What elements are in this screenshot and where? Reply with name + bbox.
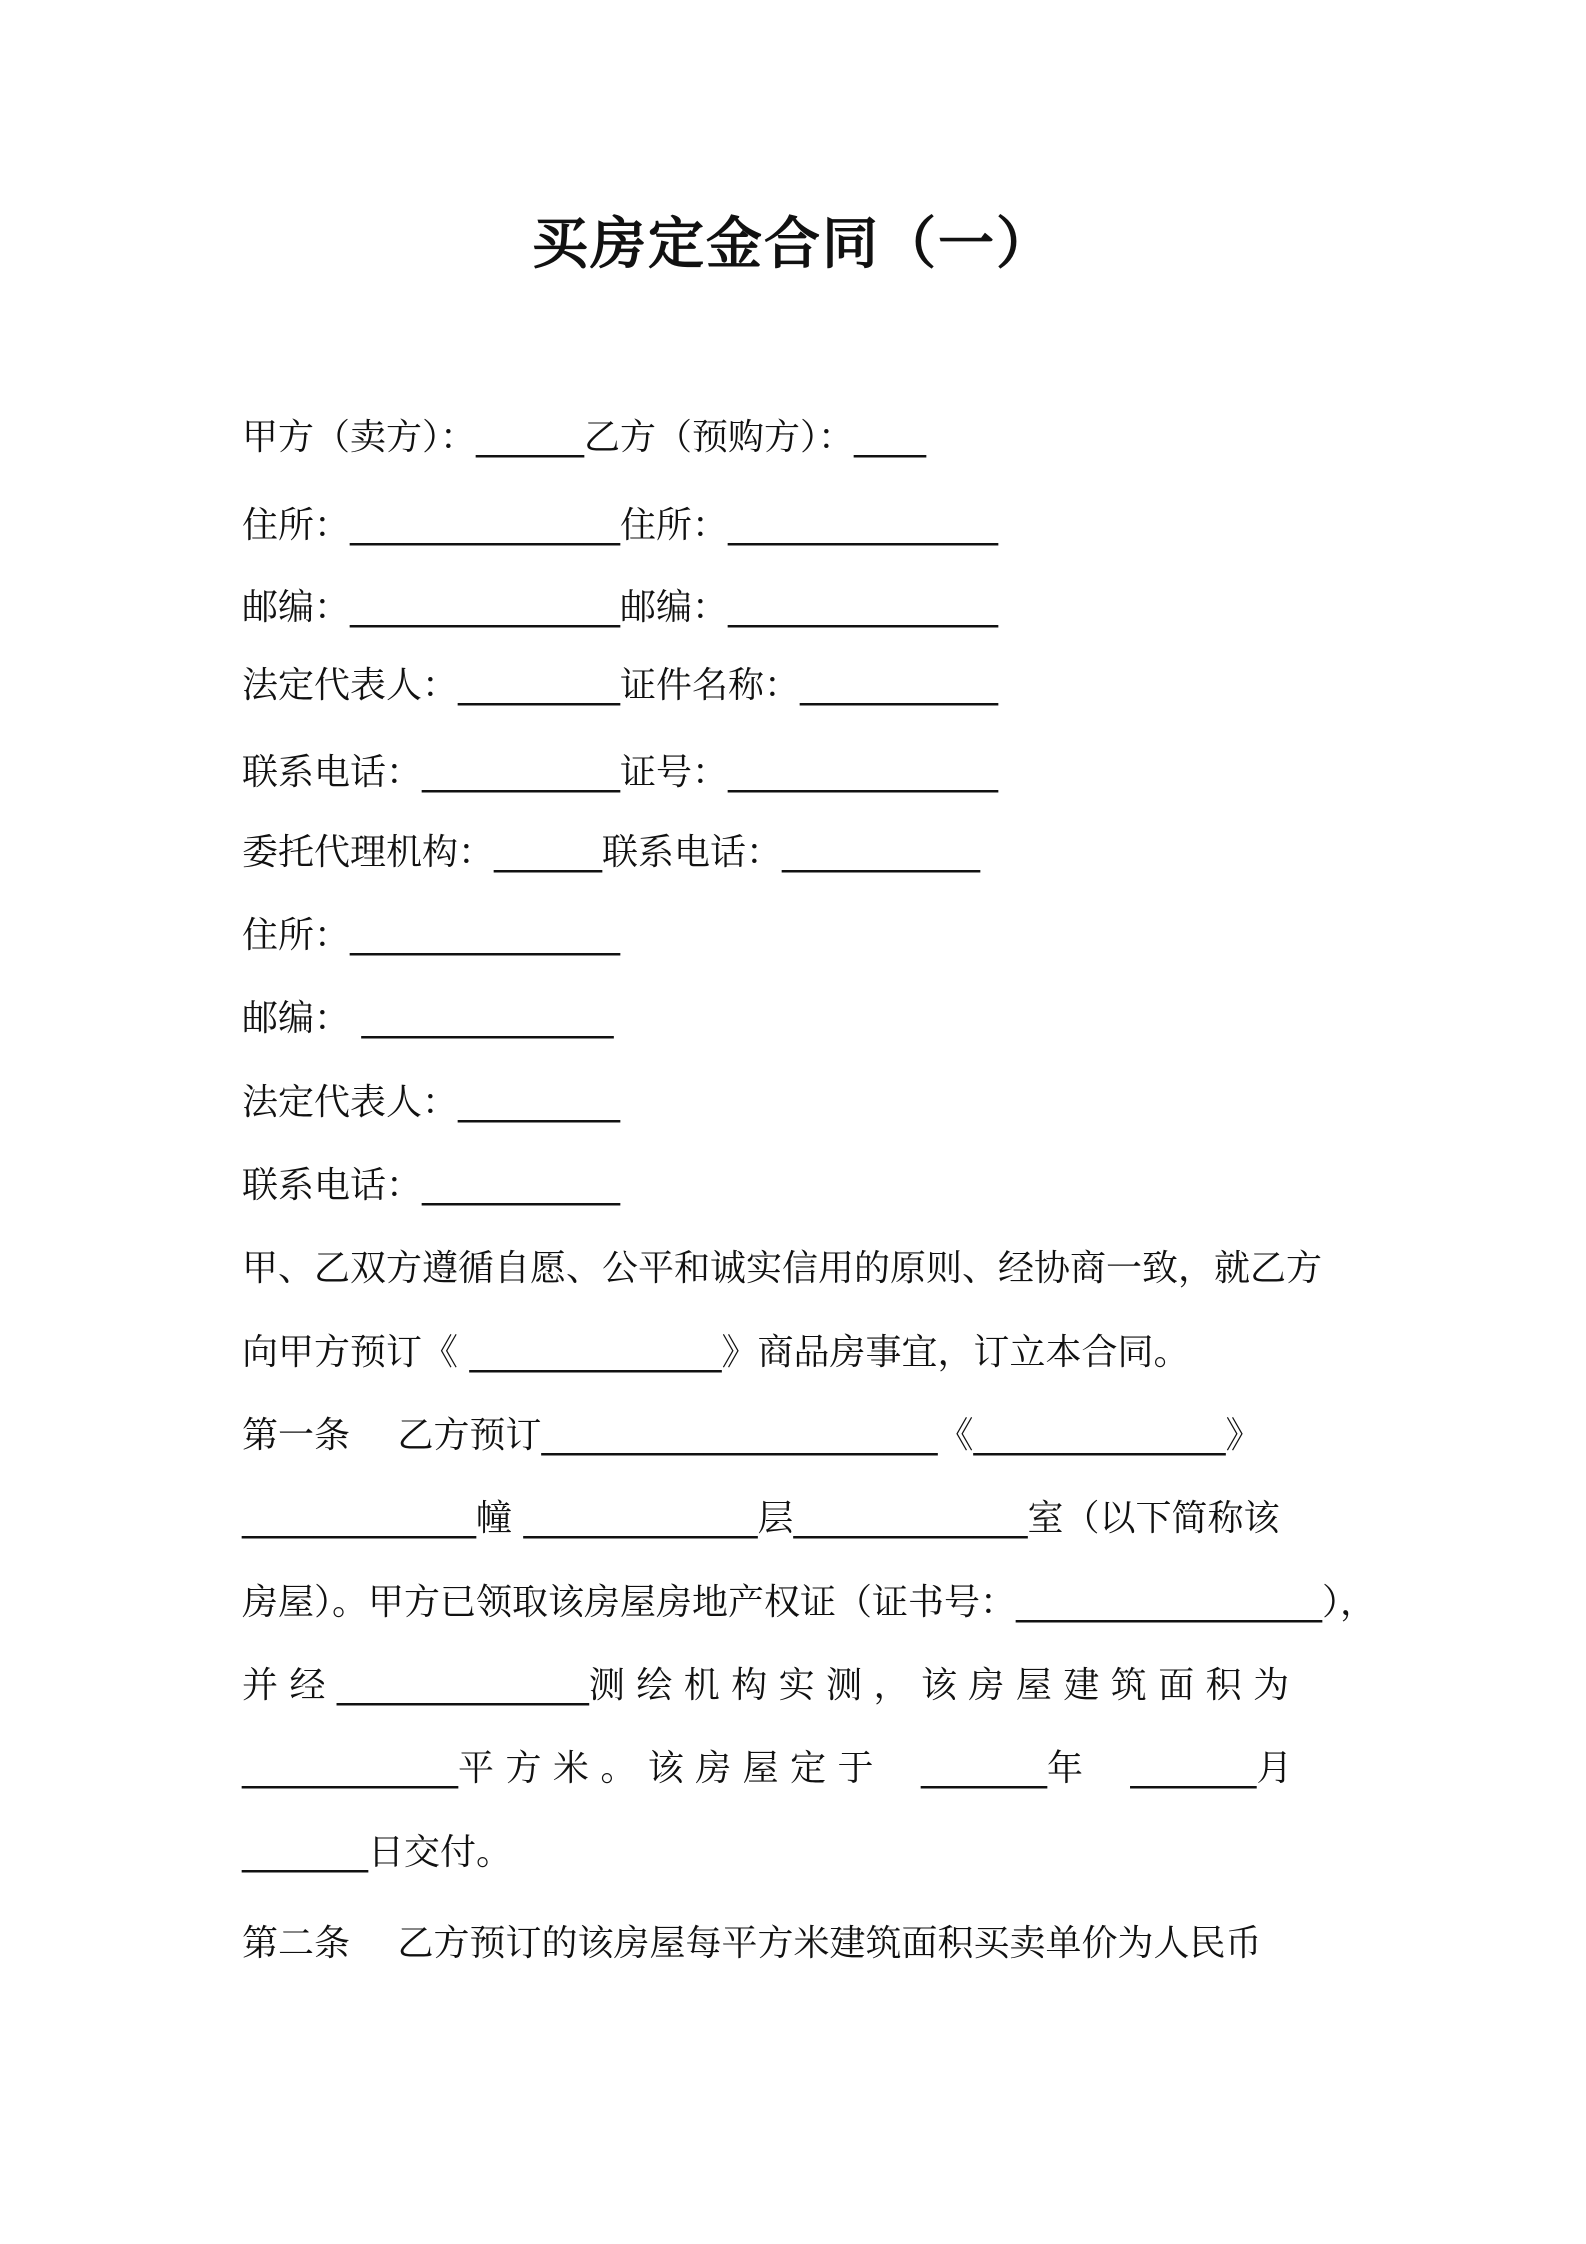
agency-postcode-line: 邮编： ______________: [242, 998, 614, 1039]
agency-phone-line: 联系电话：___________: [242, 1165, 621, 1206]
phone-id-line: 联系电话：___________证号：_______________: [242, 752, 999, 793]
preamble-line-1: 甲、乙双方遵循自愿、公平和诚实信用的原则、经协商一致，就乙方: [242, 1248, 1323, 1289]
agency-legal-rep-line: 法定代表人：_________: [242, 1082, 621, 1123]
article-1-line-2: _____________幢 _____________层_____________室（以下简称该: [242, 1498, 1280, 1539]
article-1-line-3: 房屋）。甲方已领取该房屋房地产权证（证书号：_________________），: [242, 1582, 1377, 1623]
agency-address-line: 住所：_______________: [242, 915, 621, 956]
article-1-line-5: ____________平 方 米 。 该 房 屋 定 于 _______年 _______月: [242, 1748, 1293, 1789]
article-2-line-1: 第二条 乙方预订的该房屋每平方米建筑面积买卖单价为人民币: [242, 1923, 1262, 1964]
address-line: 住所：_______________住所：_______________: [242, 505, 999, 546]
legal-rep-line: 法定代表人：_________证件名称：___________: [242, 665, 999, 706]
article-1-line-6: _______日交付。: [242, 1832, 513, 1873]
party-line: 甲方（卖方）：______乙方（预购方）：____: [242, 417, 927, 458]
article-1-line-4: 并 经 ______________测 绘 机 构 实 测 ， 该 房 屋 建 筑 面 积 为: [242, 1665, 1290, 1706]
document-title: 买房定金合同（一）: [532, 212, 1054, 277]
article-1-line-1: 第一条 乙方预订______________________《______________》: [242, 1415, 1262, 1456]
preamble-line-2: 向甲方预订《 ______________》商品房事宜，订立本合同。: [242, 1332, 1190, 1373]
agency-line: 委托代理机构：______联系电话：___________: [242, 832, 981, 873]
postcode-line: 邮编：_______________邮编：_______________: [242, 587, 999, 628]
